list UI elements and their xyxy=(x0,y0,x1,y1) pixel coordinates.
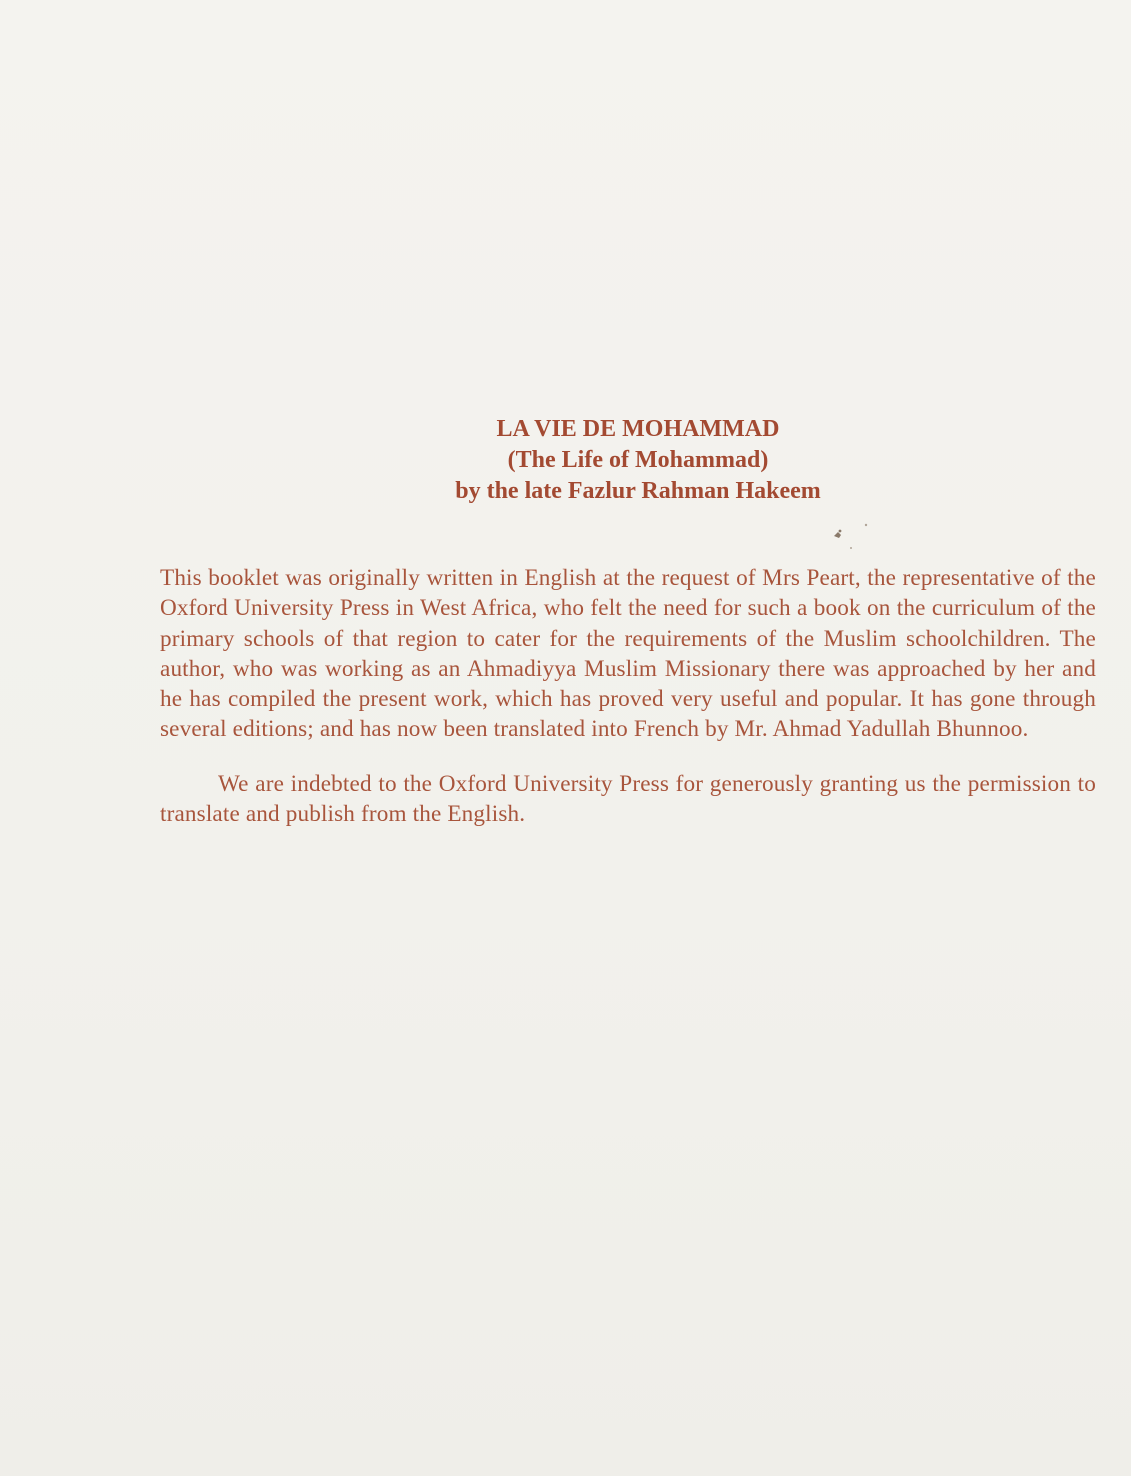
paragraph-intro: This booklet was originally written in English at the request of Mrs Peart, the representative of the Oxford University Press in West Africa, who felt the need for such a book on the curriculum of the primary schools of that region to cater for the requirements of the Muslim schoolchildren. The author, who was working as an Ahmadiyya Muslim Missionary there was approached by her and he has compiled the present work, which has proved very useful and popular. It has gone through several editions; and has now been translated into French by Mr. Ahmad Yadullah Bhunnoo. xyxy=(160,565,1096,743)
body-text xyxy=(160,563,1096,829)
page-title: LA VIE DE MOHAMMAD xyxy=(496,416,780,442)
author-byline: by the late Fazlur Rahman Hakeem xyxy=(455,478,821,504)
ink-speck-mark xyxy=(832,522,872,552)
title-block xyxy=(0,414,1131,507)
paragraph-acknowledgement: We are indebted to the Oxford University Press for generously granting us the permission to translate and publish from the English. xyxy=(160,770,1096,828)
page-subtitle: (The Life of Mohammad) xyxy=(507,447,769,473)
